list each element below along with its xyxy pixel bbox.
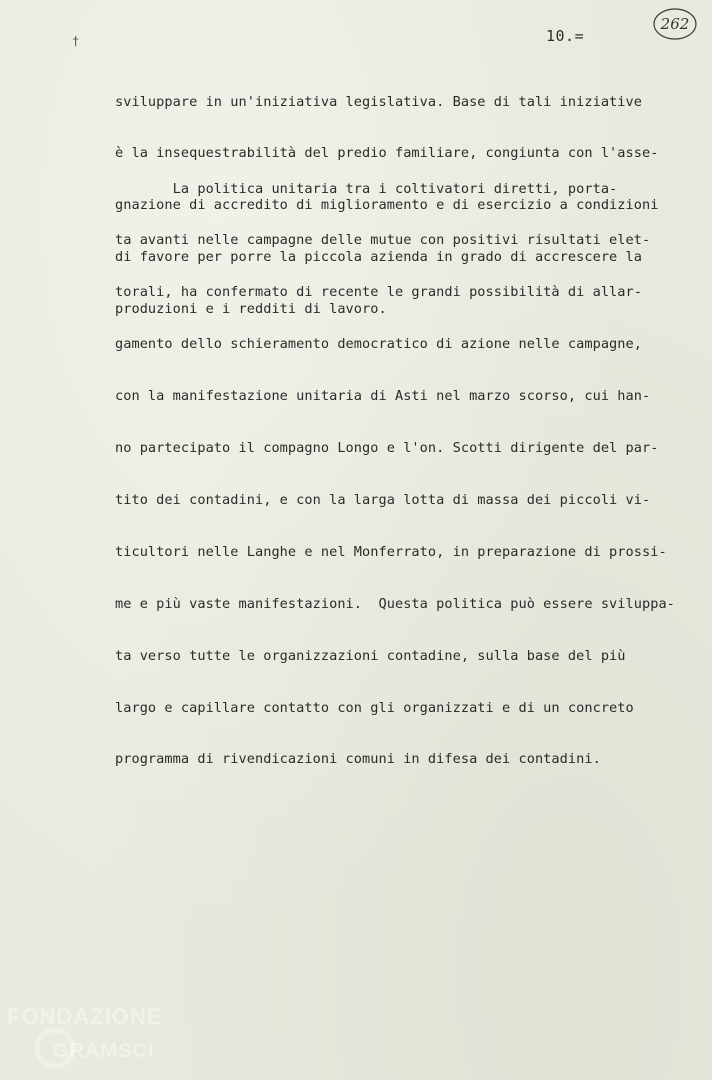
- paragraph-2-line-1: La politica unitaria tra i coltivatori diretti, porta-: [115, 180, 618, 197]
- paragraph-1-line-3: gnazione di accredito di miglioramento e di esercizio a condizioni: [115, 197, 659, 214]
- archive-stamp-number: 262: [660, 15, 690, 33]
- paragraph-2-line-2: ta avanti nelle campagne delle mutue con positivi risultati elet-: [115, 232, 651, 249]
- paragraph-2-line-6: no partecipato il compagno Longo e l'on. Scotti dirigente del par-: [115, 440, 659, 457]
- page-number: 10.=: [546, 27, 585, 45]
- paragraph-2-line-3: torali, ha confermato di recente le grandi possibilità di allar-: [115, 284, 642, 301]
- margin-mark: †: [72, 34, 80, 48]
- paragraph-2-line-5: con la manifestazione unitaria di Asti nel marzo scorso, cui han-: [115, 388, 651, 405]
- paragraph-2-line-9: me e più vaste manifestazioni. Questa politica può essere sviluppa-: [115, 595, 675, 612]
- watermark-line-2: GRAMSCI: [53, 1040, 155, 1062]
- paragraph-1-line-2: è la insequestrabilità del predio familiare, congiunta con l'asse-: [115, 145, 659, 162]
- paragraph-2: [115, 146, 675, 803]
- archive-number-stamp: [651, 6, 699, 42]
- paragraph-2-line-12: programma di rivendicazioni comuni in difesa dei contadini.: [115, 751, 601, 768]
- paragraph-2-line-7: tito dei contadini, e con la larga lotta di massa dei piccoli vi-: [115, 491, 651, 508]
- paragraph-2-line-10: ta verso tutte le organizzazioni contadine, sulla base del più: [115, 647, 626, 664]
- paragraph-2-line-8: ticultori nelle Langhe e nel Monferrato, in preparazione di prossi-: [115, 543, 667, 560]
- watermark-line-1: FONDAZIONE: [7, 1004, 163, 1029]
- paragraph-1-line-5: produzioni e i redditi di lavoro.: [115, 301, 387, 318]
- paragraph-1-line-4: di favore per porre la piccola azienda in grado di accrescere la: [115, 249, 642, 266]
- paragraph-2-line-11: largo e capillare contatto con gli organizzati e di un concreto: [115, 699, 634, 716]
- fondazione-gramsci-watermark: [5, 1000, 180, 1070]
- paragraph-2-line-4: gamento dello schieramento democratico di azione nelle campagne,: [115, 336, 642, 353]
- paragraph-1-line-1: sviluppare in un'iniziativa legislativa. Base di tali iniziative: [115, 93, 642, 110]
